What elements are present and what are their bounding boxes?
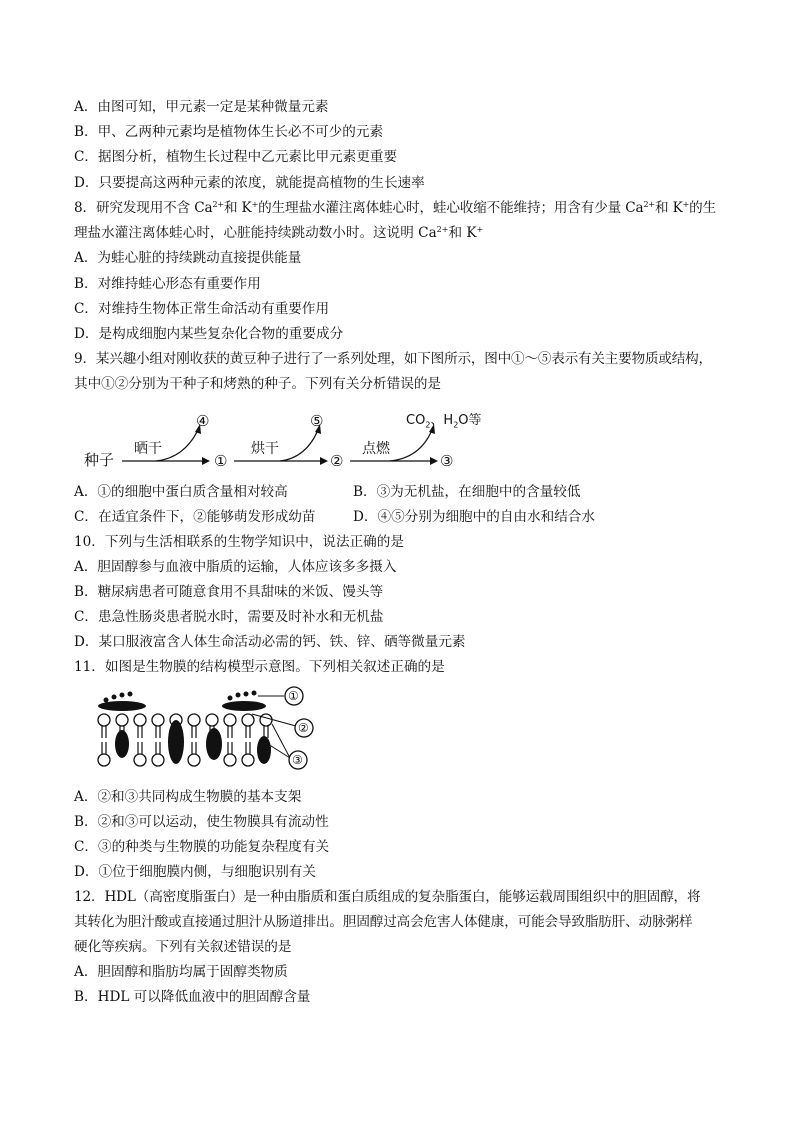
q7-option-a: A．由图可知，甲元素一定是某种微量元素 — [74, 99, 329, 115]
q12-stem-line3: 硬化等疾病。下列有关叙述错误的是 — [74, 939, 292, 955]
q9-process-diagram — [84, 410, 482, 474]
q8-stem-line2: 理盐水灌注离体蛙心时，心脏能持续跳动数小时。这说明 $Ca^{2+}$和 K+ — [74, 225, 484, 241]
q11-option-d: D．①位于细胞膜内侧，与细胞识别有关 — [74, 864, 316, 880]
q7-option-c: C．据图分析，植物生长过程中乙元素比甲元素更重要 — [74, 149, 398, 165]
q10-stem: 10．下列与生活相联系的生物学知识中，说法正确的是 — [74, 534, 404, 550]
q11-option-c: C．③的种类与生物膜的功能复杂程度有关 — [74, 839, 330, 855]
q12-stem-line2: 其转化为胆汁酸或直接通过胆汁从肠道排出。胆固醇过高会危害人体健康，可能会导致脂肪肝、动脉粥样 — [74, 914, 693, 930]
membrane-label-1: ① — [288, 689, 299, 703]
q10-option-d: D．某口服液富含人体生命活动必需的钙、铁、锌、硒等微量元素 — [74, 634, 466, 650]
step-oven-dry: 烘干 — [251, 441, 279, 457]
membrane-label-3: ③ — [292, 753, 303, 767]
q12-option-a: A．胆固醇和脂肪均属于固醇类物质 — [74, 964, 288, 980]
q10-option-a: A．胆固醇参与血液中脂质的运输，人体应该多多摄入 — [74, 559, 397, 575]
q9-option-c: C．在适宜条件下，②能够萌发形成幼苗 — [74, 509, 316, 525]
membrane-label-2: ② — [298, 721, 309, 735]
q12-stem-line1: 12．HDL（高密度脂蛋白）是一种由脂质和蛋白质组成的复杂脂蛋白，能够运载周围组织中的胆固醇，将 — [74, 889, 701, 905]
q9-option-a: A．①的细胞中蛋白质含量相对较高 — [74, 484, 288, 500]
label-2: ② — [330, 452, 344, 470]
q12-option-b: B．HDL 可以降低血液中的胆固醇含量 — [74, 989, 311, 1005]
step-ignite: 点燃 — [362, 441, 390, 457]
step-sun-dry: 晒干 — [134, 441, 162, 457]
q8-option-c: C．对维持生物体正常生命活动有重要作用 — [74, 301, 330, 317]
q7-option-b: B．甲、乙两种元素均是植物体生长必不可少的元素 — [74, 124, 384, 140]
q9-stem-line2: 其中①②分别为干种子和烤熟的种子。下列有关分析错误的是 — [74, 376, 442, 392]
q8-stem-line1: 8．研究发现用不含 $Ca^{2+}$和 K+的生理盐水灌注离体蛙心时，蛙心收缩不能维持；用含有少量 $Ca^{2+}$和 K+的生 — [74, 200, 717, 216]
q9-option-d: D．④⑤分别为细胞中的自由水和结合水 — [353, 509, 595, 525]
q11-option-b: B．②和③可以运动，使生物膜具有流动性 — [74, 814, 329, 830]
q9-option-b: B．③为无机盐，在细胞中的含量较低 — [353, 484, 581, 500]
label-5: ⑤ — [310, 412, 324, 430]
q11-stem: 11．如图是生物膜的结构模型示意图。下列相关叙述正确的是 — [74, 659, 445, 675]
combustion-products: $CO_2$、$H_2O$等 — [406, 413, 482, 430]
label-1: ① — [214, 452, 228, 470]
seed-label: 种子 — [84, 451, 115, 469]
q10-option-b: B．糖尿病患者可随意食用不具甜味的米饭、馒头等 — [74, 584, 384, 600]
q7-option-d: D．只要提高这两种元素的浓度，就能提高植物的生长速率 — [74, 175, 425, 191]
label-4: ④ — [196, 412, 210, 430]
q11-option-a: A．②和③共同构成生物膜的基本支架 — [74, 789, 302, 805]
q8-option-d: D．是构成细胞内某些复杂化合物的重要成分 — [74, 326, 344, 342]
q8-option-a: A．为蛙心脏的持续跳动直接提供能量 — [74, 250, 302, 266]
q11-membrane-diagram — [92, 684, 322, 784]
label-3: ③ — [440, 452, 454, 470]
q9-stem-line1: 9．某兴趣小组对刚收获的黄豆种子进行了一系列处理，如下图所示，图中①～⑤表示有关主要物质或结构， — [74, 351, 712, 367]
q8-option-b: B．对维持蛙心形态有重要作用 — [74, 276, 261, 292]
q10-option-c: C．患急性肠炎患者脱水时，需要及时补水和无机盐 — [74, 609, 384, 625]
